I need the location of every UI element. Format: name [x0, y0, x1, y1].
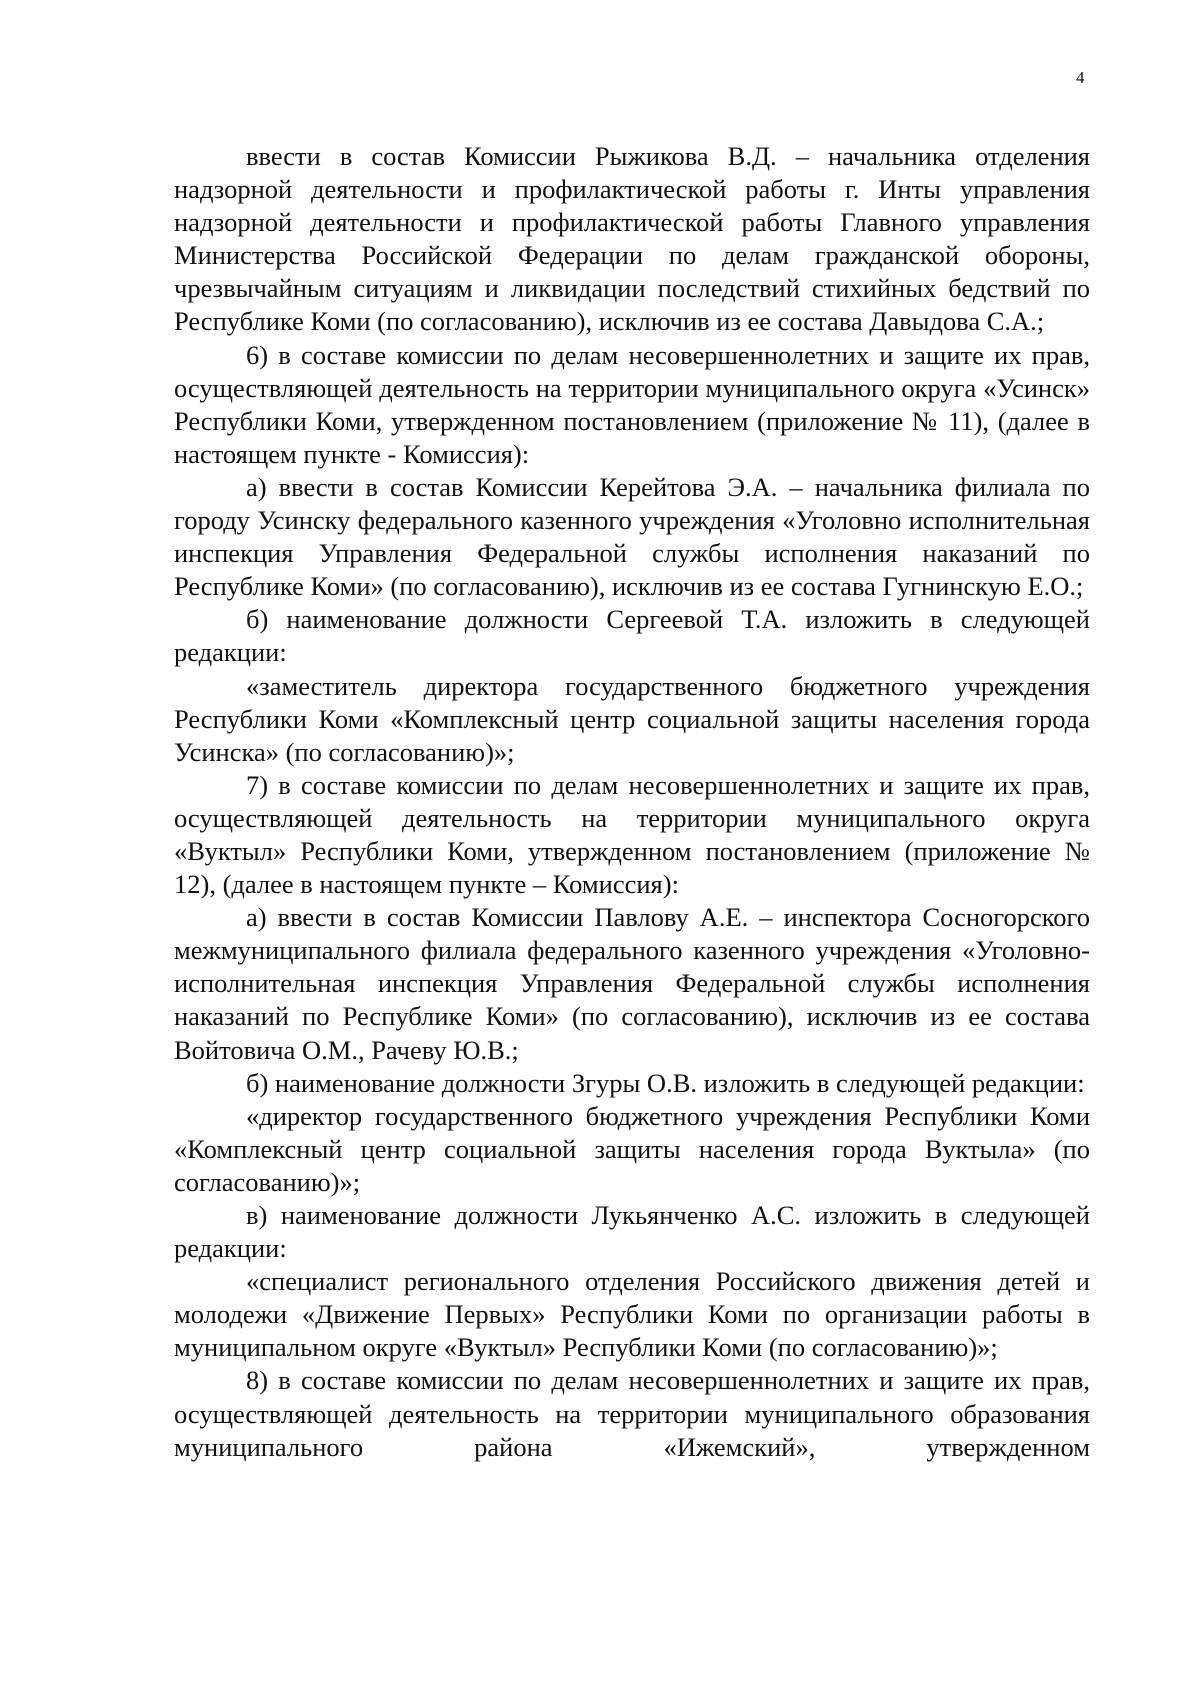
paragraph: «заместитель директора государственного бюджетного учреждения Республики Коми «Комплексный центр социальной защиты населения города Усинска» (по согласованию)»; — [174, 670, 1090, 767]
paragraph: 8) в составе комиссии по делам несовершеннолетних и защите их прав, осуществляющей деятельность на территории муниципального образования муниципального района «Ижемский», утвержденном — [174, 1365, 1090, 1462]
paragraph: 6) в составе комиссии по делам несовершеннолетних и защите их прав, осуществляющей деятельность на территории муниципального округа «Усинск» Республики Коми, утвержденном постановлением (приложение № 11), (далее в настоящем пункте - Комиссия): — [174, 339, 1090, 469]
paragraph: в) наименование должности Лукьянченко А.С. изложить в следующей редакции: — [174, 1200, 1090, 1264]
paragraph: «директор государственного бюджетного учреждения Республики Коми «Комплексный центр социальной защиты населения города Вуктыла» (по согласованию)»; — [174, 1100, 1090, 1197]
paragraph: б) наименование должности Сергеевой Т.А. изложить в следующей редакции: — [174, 604, 1090, 668]
page-number: 4 — [1076, 68, 1085, 87]
paragraph: 7) в составе комиссии по делам несовершеннолетних и защите их прав, осуществляющей деятельность на территории муниципального округа «Вуктыл» Республики Коми, утвержденном постановлением (приложение № 12), (далее в настоящем пункте – Комиссия): — [174, 769, 1090, 900]
document-body — [174, 140, 1090, 1464]
paragraph: ввести в состав Комиссии Рыжикова В.Д. – начальника отделения надзорной деятельности и профилактической работы г. Инты управления надзорной деятельности и профилактической работы Главного управления Министерства Российской Федерации по делам гражданской обороны, чрезвычайным ситуациям и ликвидации последствий стихийных бедствий по Республике Коми (по согласованию), исключив из ее состава Давыдова С.А.; — [174, 141, 1090, 337]
paragraph: а) ввести в состав Комиссии Павлову А.Е. – инспектора Сосногорского межмуниципального филиала федерального казенного учреждения «Уголовно-исполнительная инспекция Управления Федеральной службы исполнения наказаний по Республике Коми» (по согласованию), исключив из ее состава Войтовича О.М., Рачеву Ю.В.; — [174, 902, 1090, 1065]
paragraph: а) ввести в состав Комиссии Керейтова Э.А. – начальника филиала по городу Усинску федерального казенного учреждения «Уголовно исполнительная инспекция Управления Федеральной службы исполнения наказаний по Республике Коми» (по согласованию), исключив из ее состава Гугнинскую Е.О.; — [174, 471, 1090, 602]
paragraph: «специалист регионального отделения Российского движения детей и молодежи «Движение Первых» Республики Коми по организации работы в муниципальном округе «Вуктыл» Республики Коми (по согласованию)»; — [174, 1266, 1090, 1363]
paragraph: б) наименование должности Згуры О.В. изложить в следующей редакции: — [246, 1067, 1085, 1098]
